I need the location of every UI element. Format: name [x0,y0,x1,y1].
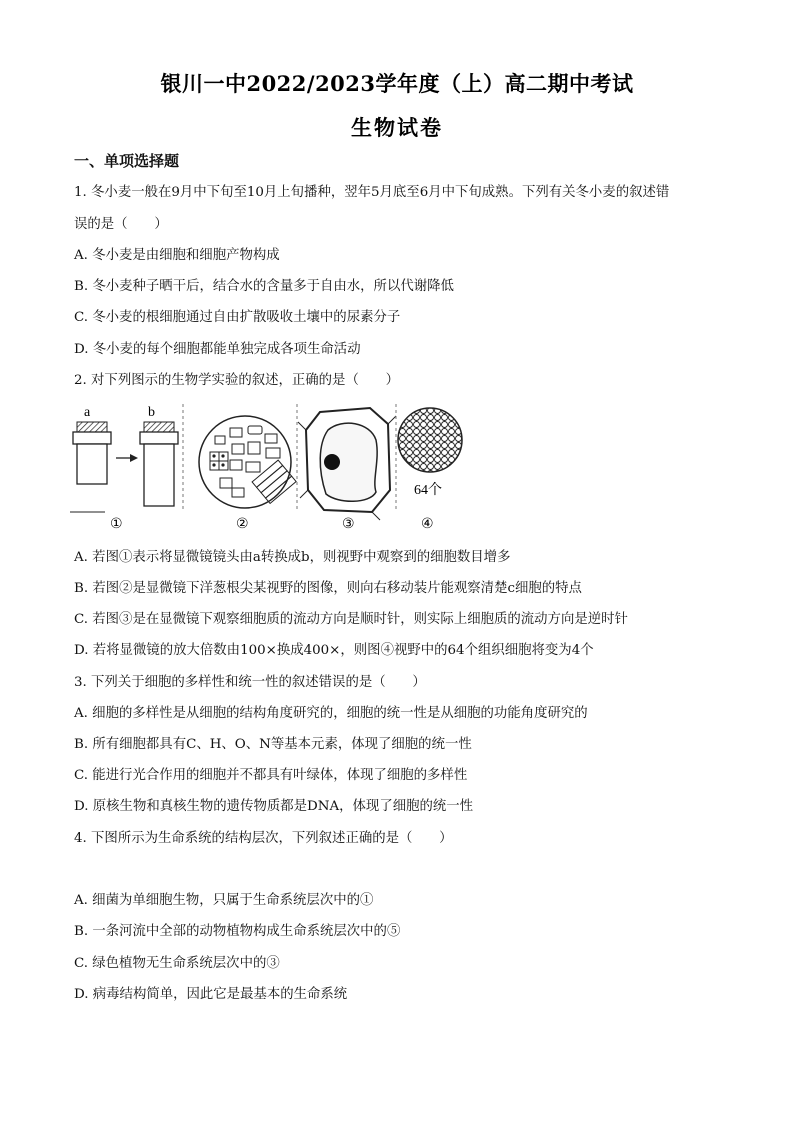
exam-title: 银川一中2022/2023学年度（上）高二期中考试 [160,71,634,96]
question-4-option-c: C. 绿色植物无生命系统层次中的③ [74,956,280,971]
question-2-option-a: A. 若图①表示将显微镜镜头由a转换成b，则视野中观察到的细胞数目增多 [74,550,511,565]
question-2-figure [70,400,470,534]
label-a: a [84,405,91,420]
section-heading: 一、单项选择题 [74,152,180,170]
question-2-option-b: B. 若图②是显微镜下洋葱根尖某视野的图像，则向右移动装片能观察清楚c细胞的特点 [74,581,582,596]
question-3-option-c: C. 能进行光合作用的细胞并不都具有叶绿体，体现了细胞的多样性 [74,768,468,783]
arrow-head [130,454,138,462]
lens-b-body [144,444,174,506]
panel-1-objective-lenses [70,404,183,532]
field-circle-2 [199,416,291,508]
question-1-stem-line2: 误的是（ ） [74,217,168,232]
question-1-stem-line1: 1. 冬小麦一般在9月中下旬至10月上旬播种，翌年5月底至6月中下旬成熟。下列有关冬小麦的叙述错 [74,185,670,200]
number-3: ③ [342,516,355,532]
question-3-stem: 3. 下列关于细胞的多样性和统一性的叙述错误的是（ ） [74,675,426,690]
panel-4-tissue-cells [396,404,462,532]
question-2-option-c: C. 若图③是在显微镜下观察细胞质的流动方向是顺时针，则实际上细胞质的流动方向是逆时针 [74,612,628,627]
number-1: ① [110,516,123,532]
question-4-stem: 4. 下图所示为生命系统的结构层次，下列叙述正确的是（ ） [74,831,453,846]
microscope-figure-svg [70,400,470,534]
question-1-option-b: B. 冬小麦种子晒干后，结合水的含量多于自由水，所以代谢降低 [74,279,454,294]
question-4-option-b: B. 一条河流中全部的动物植物构成生命系统层次中的⑤ [74,924,401,939]
question-4-option-a: A. 细菌为单细胞生物，只属于生命系统层次中的① [74,893,374,908]
lens-a-collar [73,432,111,444]
label-b: b [148,405,155,420]
number-4: ④ [421,516,434,532]
question-2-option-d: D. 若将显微镜的放大倍数由100×换成400×，则图④视野中的64个组织细胞将变为4个 [74,643,594,658]
lens-a-hatch [77,422,107,432]
nucleus [324,454,340,470]
field-circle-4 [398,408,462,472]
cell-count-caption: 64个 [414,483,442,498]
question-1-option-d: D. 冬小麦的每个细胞都能单独完成各项生命活动 [74,342,361,357]
lens-b-hatch [144,422,174,432]
question-1-option-c: C. 冬小麦的根细胞通过自由扩散吸收土壤中的尿素分子 [74,310,401,325]
question-4-option-d: D. 病毒结构简单，因此它是最基本的生命系统 [74,987,348,1002]
panel-2-root-tip-view [199,416,296,532]
number-2: ② [236,516,249,532]
question-2-stem: 2. 对下列图示的生物学实验的叙述，正确的是（ ） [74,373,400,388]
lens-a-body [77,444,107,484]
question-3-option-d: D. 原核生物和真核生物的遗传物质都是DNA，体现了细胞的统一性 [74,799,474,814]
question-1-option-a: A. 冬小麦是由细胞和细胞产物构成 [74,248,280,263]
exam-subtitle: 生物试卷 [351,115,443,140]
question-3-option-b: B. 所有细胞都具有C、H、O、N等基本元素，体现了细胞的统一性 [74,737,472,752]
question-3-option-a: A. 细胞的多样性是从细胞的结构角度研究的，细胞的统一性是从细胞的功能角度研究的 [74,706,588,721]
lens-b-collar [140,432,178,444]
panel-3-plant-cell [297,404,396,532]
